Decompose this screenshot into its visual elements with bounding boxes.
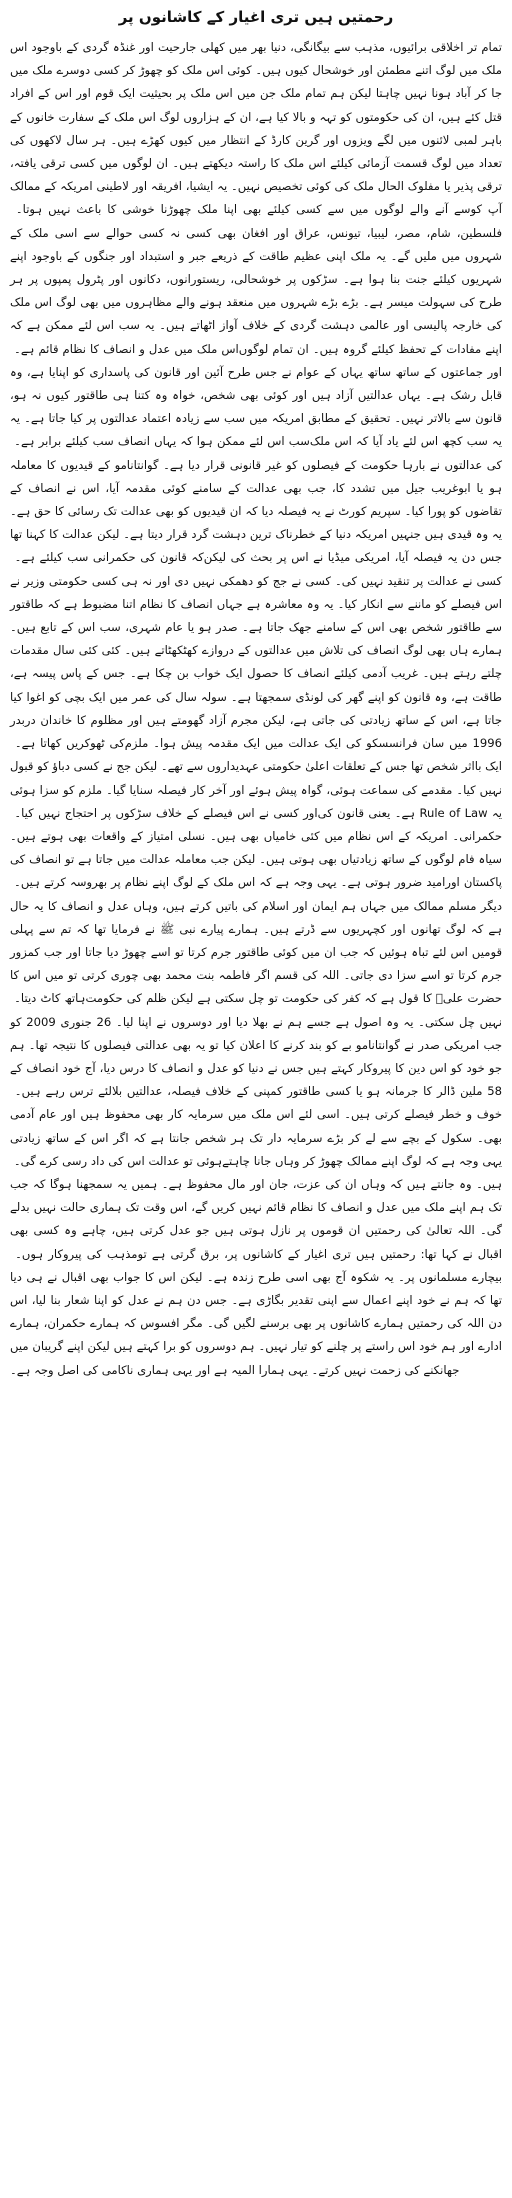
article-paragraph-10: حضرت علیؓ کا قول ہے کہ کفر کی حکومت تو چل سکتی ہے لیکن ظلم کی حکومت نہیں چل سکتی۔ یہ وہ اصول ہے جسے ہم نے بھلا دیا اور دوسروں نے اپنا لیا۔ 26 جنوری 2009 کو جب امریکی صدر نے گوانتانامو بے کو بند کرنے کا اعلان کیا تو یہ بھی عدالتی فیصلوں کا نتیجہ تھا۔ ہم جو خود کو اس دین کا پیروکار کہتے ہیں جس نے دنیا کو عدل و انصاف کا درس دیا، آج خود انصاف کے لئے ترس رہے ہیں۔ — [10, 991, 502, 1099]
article-headline: رحمتیں ہیں تری اغیار کے کاشانوں پر — [118, 8, 394, 26]
article-paragraph-3: اپنے مفادات کے تحفظ کیلئے گروہ ہیں۔ ان تمام لوگوں اور جماعتوں کے ساتھ ساتھ یہاں کے عوام نے جس طرح آئین اور قانون کی پاسداری کو اپنایا ہے، وہ قابل رشک ہے۔ یہاں عدالتیں آزاد ہیں اور کوئی بھی شخص، خواہ وہ کتنا ہی طاقتور کیوں نہ ہو، قانون سے بالاتر نہیں۔ تحقیق کے مطابق امریکہ میں سب سے زیادہ اعتماد عدالتوں پر کیا جاتا ہے۔ یہ سب اس لئے ممکن ہوا کہ یہاں انصاف سب کیلئے برابر ہے۔ — [10, 341, 502, 449]
article-paragraph-9: پاکستان اور دیگر مسلم ممالک میں جہاں ہم ایمان اور اسلام کی باتیں کرتے ہیں، وہاں عدل و انصاف کا یہ حال ہے کہ لوگ تھانوں اور کچہریوں سے ڈرتے ہیں۔ ہمارے پیارے نبی ﷺ نے فرمایا تھا کہ تم سے پہلی قومیں اس لئے تباہ ہوئیں کہ جب ان میں کوئی طاقتور جرم کرتا تو اسے چھوڑ دیا جاتا اور جب کمزور جرم کرتا تو اسے سزا دی جاتی۔ اللہ کی قسم اگر فاطمہ بنت محمد بھی چوری کرتی تو میں اس کا ہاتھ کاٹ دیتا۔ — [10, 875, 502, 1006]
article-paragraph-2: آپ کو فلسطین، شام، مصر، لیبیا، تیونس، عراق اور افغان بھی کسی نہ کسی حوالے سے اسی ملک کے شہروں میں ملیں گے۔ یہ ملک اپنی عظیم طاقت کے ذریعے جبر و استبداد اور جنگوں کے باوجود اپنے شہریوں کیلئے جنت بنا ہوا ہے۔ سڑکوں پر خوشحالی، ریستورانوں، دکانوں اور پٹرول پمپوں پر ہر طرح کی سہولت میسر ہے۔ بڑے بڑے شہروں میں منعقد ہونے والے مظاہروں میں بھی لوگ اس ملک کی خارجہ پالیسی اور عالمی دہشت گردی کے خلاف آواز اٹھاتے ہیں۔ یہ سب اس لئے ممکن ہے کہ اس ملک میں عدل و انصاف کا نظام قائم ہے۔ — [10, 202, 502, 356]
article-paragraph-6: ہمارے ہاں بھی لوگ انصاف کی تلاش میں عدالتوں کے دروازے کھٹکھٹاتے ہیں۔ کئی کئی سال مقدمات چلتے رہتے ہیں۔ غریب آدمی کیلئے انصاف کا حصول ایک خواب بن چکا ہے۔ جس کے پاس پیسہ ہے، طاقت ہے، وہ قانون کو اپنے گھر کی لونڈی سمجھتا ہے۔ سولہ سال کی عمر میں ایک بچی کو اغوا کیا جاتا ہے، اس کے ساتھ زیادتی کی جاتی ہے، لیکن مجرم آزاد گھومتے ہیں اور مظلوم کا خاندان دربدر کی ٹھوکریں کھاتا ہے۔ — [10, 643, 502, 751]
article-body — [10, 36, 502, 1382]
article-paragraph-11: 58 ملین ڈالر کا جرمانہ ہو یا کسی طاقتور کمپنی کے خلاف فیصلہ، عدالتیں بلا خوف و خطر فیصلے کرتی ہیں۔ اسی لئے اس ملک میں سرمایہ کار بھی محفوظ ہیں اور عام آدمی بھی۔ سکول کے بچے سے لے کر بڑے سرمایہ دار تک ہر شخص جانتا ہے کہ اگر اس کے ساتھ زیادتی ہوئی تو عدالت اس کی داد رسی کرے گی۔ — [10, 1084, 503, 1168]
article-paragraph-8: یہ Rule of Law ہے۔ یعنی قانون کی حکمرانی۔ امریکہ کے اس نظام میں کئی خامیاں بھی ہیں۔ نسلی امتیاز کے واقعات بھی ہوتے ہیں۔ سیاہ فام لوگوں کے ساتھ زیادتیاں بھی ہوتی ہیں۔ لیکن جب معاملہ عدالت میں جاتا ہے تو انصاف کی امید ضرور ہوتی ہے۔ یہی وجہ ہے کہ اس ملک کے لوگ اپنے نظام پر بھروسہ کرتے ہیں۔ — [10, 805, 503, 890]
article-paragraph-1: تمام تر اخلاقی برائیوں، مذہب سے بیگانگی، دنیا بھر میں کھلی جارحیت اور غنڈہ گردی کے باوجود اس ملک میں لوگ اتنے مطمئن اور خوشحال کیوں ہیں۔ کوئی اس ملک کو چھوڑ کر کسی دوسرے ملک میں جا کر آباد ہونا نہیں چاہتا لیکن ہم تمام ملک جن میں اس ملک پر بحیثیت ایک قوم اور اس کے افراد قتل کئے ہیں، ان کی حکومتوں کو تہہ و بالا کیا ہے، ان کے ہزاروں لوگ اس ملک کے سفارت خانوں کے باہر لمبی لائنوں میں لگے ویزوں اور گرین کارڈ کے انتظار میں کیوں کھڑے ہیں۔ ہر سال لاکھوں کی تعداد میں لوگ قسمت آزمائی کیلئے اس ملک کا راستہ دیکھتے ہیں۔ ان لوگوں میں کسی ترقی یافتہ، ترقی پذیر یا مفلوک الحال ملک کی کوئی تخصیص نہیں۔ یہ ایشیا، افریقہ اور لاطینی امریکہ کے ممالک سے آنے والے لوگوں میں سے کسی کیلئے بھی اپنا ملک چھوڑنا خوشی کا باعث نہیں ہوتا۔ — [10, 40, 502, 217]
article-paragraph-4: یہ سب کچھ اس لئے یاد آیا کہ اس ملک کی عدالتوں نے بارہا حکومت کے فیصلوں کو غیر قانونی قرار دیا ہے۔ گوانتانامو کے قیدیوں کا معاملہ ہو یا ابوغریب جیل میں تشدد کا، جب بھی عدالت کے سامنے کوئی مقدمہ آیا، اس نے انصاف کے تقاضوں کو پورا کیا۔ سپریم کورٹ نے یہ فیصلہ دیا کہ ان قیدیوں کو بھی عدالت تک رسائی کا حق ہے۔ یہ وہ قیدی ہیں جنہیں امریکہ دنیا کے خطرناک ترین دہشت گرد قرار دیتا ہے۔ لیکن عدالت کا کہنا تھا کہ قانون کی حکمرانی سب کیلئے ہے۔ — [10, 434, 502, 565]
article-paragraph-5: جس دن یہ فیصلہ آیا، امریکی میڈیا نے اس پر بحث کی لیکن کسی نے عدالت پر تنقید نہیں کی۔ کسی نے جج کو دھمکی نہیں دی اور نہ ہی کسی حکومتی وزیر نے اس فیصلے کو ماننے سے انکار کیا۔ یہ وہ معاشرہ ہے جہاں انصاف کا نظام اتنا مضبوط ہے کہ طاقتور سے طاقتور شخص بھی اس کے سامنے جھک جاتا ہے۔ صدر ہو یا عام شہری، سب اس کے تابع ہیں۔ — [10, 550, 502, 635]
article-paragraph-13: اقبال نے کہا تھا: رحمتیں ہیں تری اغیار کے کاشانوں پر، برق گرتی ہے تو بیچارے مسلمانوں پر۔ یہ شکوہ آج بھی اسی طرح زندہ ہے۔ لیکن اس کا جواب بھی اقبال نے ہی دیا تھا کہ ہم نے خود اپنے اعمال سے اپنی تقدیر بگاڑی ہے۔ جس دن ہم نے عدل کو اپنا شعار بنا لیا، اس دن اللہ کی رحمتیں ہمارے کاشانوں پر بھی برسنے لگیں گی۔ مگر افسوس کہ ہمارے حکمران، ہمارے ادارے اور ہم خود اس راستے پر چلنے کو تیار نہیں۔ ہم دوسروں کو برا کہتے ہیں لیکن اپنے گریبان میں جھانکنے کی زحمت نہیں کرتے۔ یہی ہمارا المیہ ہے اور یہی ہماری ناکامی کی اصل وجہ ہے۔ — [10, 1246, 502, 1377]
article-paragraph-12: یہی وجہ ہے کہ لوگ اپنے ممالک چھوڑ کر وہاں جانا چاہتے ہیں۔ وہ جانتے ہیں کہ وہاں ان کی عزت، جان اور مال محفوظ ہے۔ ہمیں یہ سمجھنا ہوگا کہ جب تک ہم اپنے ملک میں عدل و انصاف کا نظام قائم نہیں کریں گے، اس وقت تک ہماری حالت نہیں بدلے گی۔ اللہ تعالیٰ کی رحمتیں ان قوموں پر نازل ہوتی ہیں جو عدل کرتی ہیں، چاہے وہ کسی بھی مذہب کی پیروکار ہوں۔ — [10, 1153, 503, 1261]
article-paragraph-7: 1996 میں سان فرانسسکو کی ایک عدالت میں ایک مقدمہ پیش ہوا۔ ملزم ایک بااثر شخص تھا جس کے تعلقات اعلیٰ حکومتی عہدیداروں سے تھے۔ لیکن جج نے کسی دباؤ کو قبول نہیں کیا۔ مقدمے کی سماعت ہوئی، گواہ پیش ہوئے اور آخر کار فیصلہ سنایا گیا۔ ملزم کو سزا ہوئی اور کسی نے اس فیصلے کے خلاف سڑکوں پر احتجاج نہیں کیا۔ — [10, 736, 502, 820]
